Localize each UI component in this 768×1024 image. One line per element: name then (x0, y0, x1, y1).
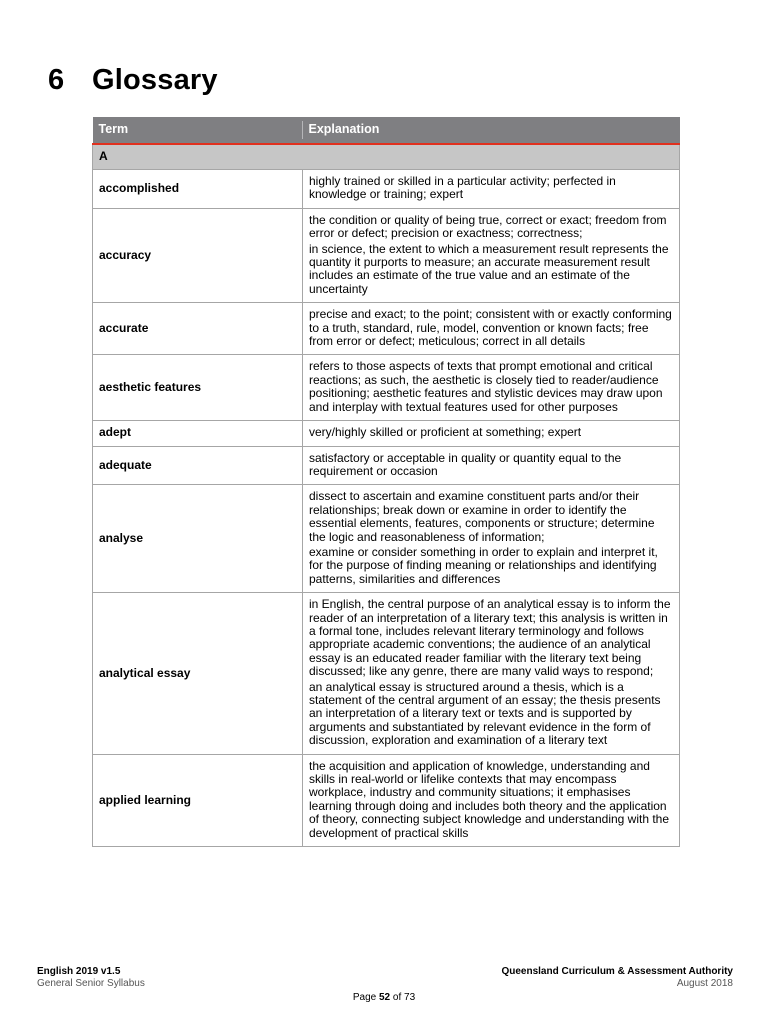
table-row (93, 208, 680, 302)
explanation-paragraph: very/highly skilled or proficient at something; expert (309, 425, 582, 440)
explanation-paragraph: the condition or quality of being true, correct or exact; freedom from error or defect; precision or exactness; correctness; (309, 212, 667, 241)
table-row (93, 446, 680, 485)
glossary-table (92, 117, 680, 847)
document-title: English 2019 v1.5 (37, 966, 121, 977)
explanation-cell (303, 170, 680, 209)
table-row (93, 421, 680, 446)
table-row (93, 754, 680, 846)
explanation-paragraph: in science, the extent to which a measurement result represents the quantity it purports to measure; an accurate measurement result includes an estimate of the true value and an estimate of the uncertainty (309, 241, 669, 296)
table-row (93, 485, 680, 593)
explanation-paragraph: an analytical essay is structured around a thesis, which is a statement of the central argument of an essay; the thesis presents an interpretation of a literary text or texts and is supported by arguments and substantiated by relevant evidence in the form of discussion, exploration and examination of a literary text (309, 679, 661, 748)
term-column-header: Term (93, 117, 303, 144)
explanation-cell (303, 421, 680, 446)
explanation-cell (303, 485, 680, 593)
explanation-paragraph: highly trained or skilled in a particular activity; perfected in knowledge or training; expert (309, 174, 616, 202)
term-cell: aesthetic features (93, 355, 303, 421)
current-page: 52 (378, 992, 391, 1003)
term-cell: adequate (93, 446, 303, 485)
letter-label: A (93, 144, 680, 170)
term-cell: applied learning (93, 754, 303, 846)
term-cell: accurate (93, 303, 303, 355)
table-row (93, 593, 680, 754)
explanation-cell (303, 446, 680, 485)
explanation-paragraph: satisfactory or acceptable in quality or quantity equal to the requirement or occasion (309, 450, 622, 478)
letter-section-row (93, 144, 680, 170)
footer-left (37, 966, 145, 990)
page-number (0, 992, 768, 1003)
explanation-paragraph: refers to those aspects of texts that prompt emotional and critical reactions; as such, the aesthetic is closely tied to reader/audience positioning; aesthetic features and stylistic devices may draw upon and interplay with textual features used for other purposes (309, 359, 663, 414)
footer-right (501, 966, 733, 990)
document-subtitle: General Senior Syllabus (37, 978, 145, 989)
section-heading (48, 64, 218, 97)
total-pages: 73 (404, 992, 416, 1003)
publication-date: August 2018 (676, 978, 733, 989)
table-row (93, 355, 680, 421)
page-prefix: Page (352, 992, 379, 1003)
explanation-cell (303, 593, 680, 754)
explanation-cell (303, 208, 680, 302)
explanation-cell (303, 355, 680, 421)
term-cell: adept (93, 421, 303, 446)
explanation-paragraph: precise and exact; to the point; consistent with or exactly conforming to a truth, standard, rule, model, convention or known facts; free from error or defect; meticulous; correct in all details (309, 307, 672, 349)
organisation-name: Queensland Curriculum & Assessment Authority (501, 966, 733, 977)
explanation-column-header: Explanation (303, 117, 680, 144)
explanation-paragraph: dissect to ascertain and examine constituent parts and/or their relationships; break down or examine in order to identify the essential elements, features, components or structure; determine the logic and reasonableness of information; (309, 489, 655, 544)
term-cell: accuracy (93, 208, 303, 302)
term-cell: analytical essay (93, 593, 303, 754)
explanation-cell (303, 303, 680, 355)
explanation-paragraph: examine or consider something in order to explain and interpret it, for the purpose of finding meaning or relationships and identifying patterns, similarities and differences (309, 544, 658, 586)
table-header-row (93, 117, 680, 144)
explanation-paragraph: in English, the central purpose of an analytical essay is to inform the reader of an interpretation of a literary text; this analysis is written in a formal tone, includes relevant literary terminology and follows appropriate academic conventions; the audience of an analytical essay is an educated reader familiar with the literary text being discussed; like any genre, there are many valid ways to respond; (309, 597, 671, 679)
table-row (93, 303, 680, 355)
term-cell: accomplished (93, 170, 303, 209)
explanation-cell (303, 754, 680, 846)
table-row (93, 170, 680, 209)
section-title: Glossary (92, 64, 218, 96)
page-separator: of (390, 992, 405, 1003)
section-number: 6 (48, 64, 65, 96)
term-cell: analyse (93, 485, 303, 593)
explanation-paragraph: the acquisition and application of knowledge, understanding and skills in real-world or lifelike contexts that may encompass workplace, industry and community situations; it emphasises learning through doing and includes both theory and the application of theory, connecting subject knowledge and understanding with the development of practical skills (309, 758, 670, 840)
